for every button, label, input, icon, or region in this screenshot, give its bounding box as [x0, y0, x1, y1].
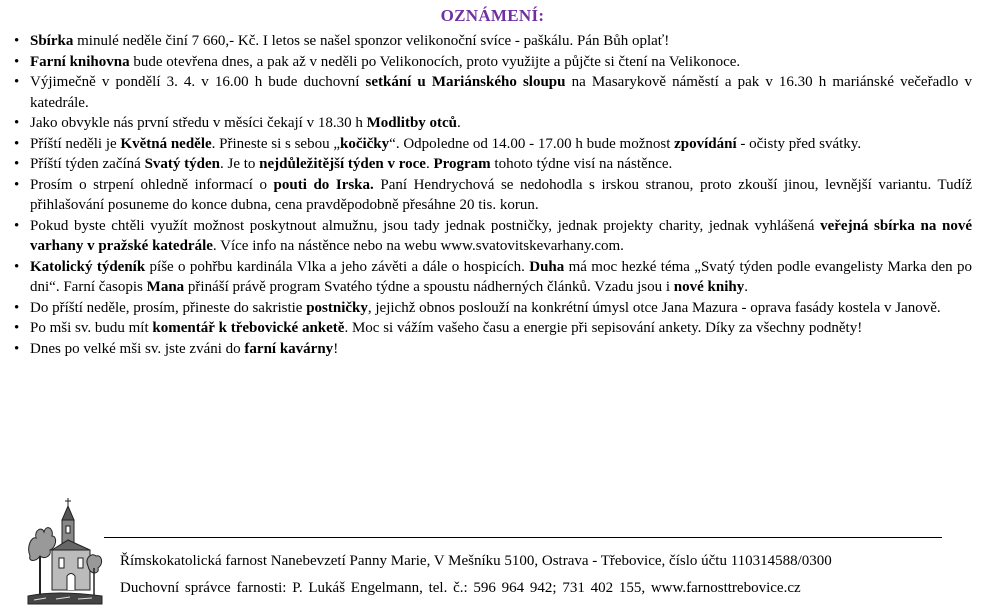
- announcement-item: [14, 216, 972, 257]
- announcement-text: Výjimečně v pondělí 3. 4. v 16.00 h bude duchovní: [30, 74, 366, 90]
- announcement-item: [14, 31, 972, 52]
- announcement-item: [14, 175, 972, 216]
- announcement-text: přináší právě program Svatého týdne a spoustu nádherných článků. Vzadu jsou i: [184, 279, 674, 295]
- announcement-text: na Masarykově náměstí a pak v 16.30 h mariánské večeřadlo v katedrále.: [30, 74, 972, 111]
- announcement-text: Paní Hendrychová se nedohodla s irskou stranou, proto zkouší jinou, levnější variantu. Tudíž přihlašování posuneme do konce dubna, cena pravděpodobně přesáhne 20 tis. korun.: [30, 176, 972, 213]
- footer-contact-info: Duchovní správce farnosti: P. Lukáš Engelmann, tel. č.: 596 964 942; 731 402 155, www.farnosttrebovice.cz: [120, 580, 801, 596]
- announcement-text: .: [744, 279, 748, 295]
- announcement-text: Po mši sv. budu mít: [30, 320, 153, 336]
- announcement-text: .: [425, 156, 434, 172]
- announcement-text: Pokud byste chtěli využít možnost poskytnout almužnu, jsou tady jednak postničky, jednak projekty charity, jednak vyhlášená: [30, 217, 821, 234]
- announcement-highlight: kočičky: [339, 135, 390, 152]
- announcement-highlight: setkání u Mariánského sloupu: [365, 74, 566, 90]
- announcement-highlight: Farní knihovna: [30, 53, 130, 70]
- announcement-text: bude otevřena dnes, a pak až v neděli po Velikonocích, proto využijte a půjčte si čtení na Velikonoce.: [129, 53, 741, 70]
- announcement-list: [14, 31, 972, 359]
- announcement-highlight: farní kavárny: [244, 340, 334, 357]
- announcement-text: , jejichž obnos poslouží na konkrétní úmysl otce Jana Mazura - oprava fasády kostela v Janově.: [367, 299, 941, 316]
- announcement-highlight: pouti do Irska.: [273, 176, 374, 193]
- announcement-item: [14, 318, 972, 339]
- announcement-text: Prosím o strpení ohledně informací o: [30, 176, 274, 193]
- announcement-item: [14, 257, 972, 298]
- announcement-text: Do příští neděle, prosím, přineste do sakristie: [30, 299, 307, 316]
- announcement-item: [14, 52, 972, 73]
- announcement-text: “. Odpoledne od 14.00 - 17.00 h bude možnost: [389, 135, 675, 152]
- announcement-item: [14, 154, 972, 175]
- announcement-item: [14, 72, 972, 113]
- announcement-text: . Moc si vážím vašeho času a energie při sepisování ankety. Díky za všechny podněty!: [344, 320, 863, 336]
- announcement-highlight: veřejná sbírka na nové varhany v pražské katedrále: [30, 217, 973, 254]
- announcement-item: [14, 298, 972, 319]
- announcement-text: Jako obvykle nás první středu v měsíci čekají v 18.30 h: [30, 115, 367, 131]
- announcement-text: - očisty před svátky.: [736, 135, 862, 152]
- announcement-highlight: Svatý týden: [144, 156, 220, 172]
- announcement-text: !: [333, 340, 339, 357]
- announcement-text: tohoto týdne visí na nástěnce.: [490, 156, 673, 172]
- announcement-text: Dnes po velké mši sv. jste zváni do: [30, 340, 245, 357]
- announcement-highlight: postničky: [306, 299, 368, 316]
- announcement-highlight: Katolický týdeník: [30, 258, 146, 275]
- announcement-highlight: Květná neděle: [120, 135, 212, 152]
- announcement-text: minulé neděle činí 7 660,- Kč. I letos se našel sponzor velikonoční svíce - paškálu. Pán Bůh oplať!: [73, 33, 670, 49]
- announcement-highlight: Program: [433, 156, 491, 172]
- announcement-text: píše o pohřbu kardinála Vlka a jeho závěti a dále o hospicích.: [145, 258, 530, 275]
- footer-divider: [104, 537, 942, 538]
- announcement-text: Příští neděli je: [30, 135, 121, 152]
- announcement-highlight: Modlitby otců: [366, 115, 458, 131]
- announcement-item: [14, 339, 972, 360]
- announcement-highlight: Duha: [529, 258, 565, 275]
- announcement-highlight: nové knihy: [673, 279, 745, 295]
- announcement-text: . Přineste si s sebou „: [211, 135, 340, 152]
- announcement-item: [14, 134, 972, 155]
- announcement-item: [14, 113, 972, 134]
- footer-parish-info: Římskokatolická farnost Nanebevzetí Panny Marie, V Mešníku 5100, Ostrava - Třebovice, číslo účtu 110314588/0300: [120, 553, 832, 569]
- announcement-highlight: Mana: [146, 279, 185, 295]
- announcement-text: .: [457, 115, 461, 131]
- church-drawing-icon: [26, 496, 104, 606]
- page-title: OZNÁMENÍ:: [440, 6, 545, 25]
- announcement-text: . Je to: [220, 156, 260, 172]
- announcement-highlight: komentář k třebovické anketě: [152, 320, 345, 336]
- announcement-text: . Více info na nástěnce nebo na webu www.svatovitskevarhany.com.: [212, 238, 624, 254]
- announcement-highlight: zpovídání: [674, 135, 737, 152]
- announcement-highlight: Sbírka: [30, 33, 74, 49]
- announcement-text: Příští týden začíná: [30, 156, 145, 172]
- announcement-text: má moc hezké téma „Svatý týden podle evangelisty Marka den po dni“. Farní časopis: [30, 258, 972, 295]
- announcement-highlight: nejdůležitější týden v roce: [259, 156, 426, 172]
